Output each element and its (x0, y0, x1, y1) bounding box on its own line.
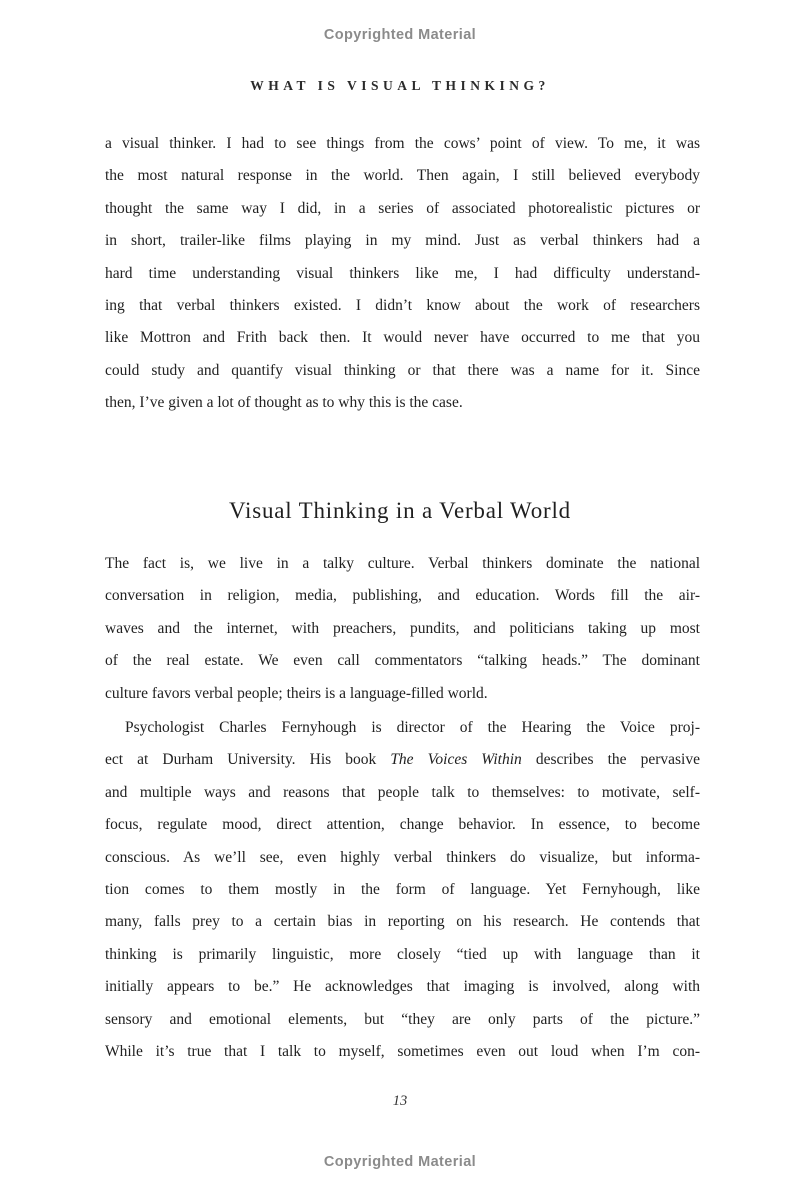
text-line: like Mottron and Frith back then. It would never have occurred to me that you (105, 329, 700, 347)
text-line: thought the same way I did, in a series of associated photorealistic pictures or (105, 199, 700, 217)
text-line: Psychologist Charles Fernyhough is director of the Hearing the Voice proj- (125, 719, 700, 736)
text-line: While it’s true that I talk to myself, sometimes even out loud when I’m con- (105, 1042, 700, 1060)
text-line: conversation in religion, media, publishing, and education. Words fill the air- (105, 587, 700, 605)
text-line: the most natural response in the world. Then again, I still believed everybody (105, 167, 700, 185)
text-line: waves and the internet, with preachers, pundits, and politicians taking up most (105, 619, 700, 637)
running-head: WHAT IS VISUAL THINKING? (250, 78, 550, 93)
paragraph-1 (105, 128, 700, 420)
text-line: could study and quantify visual thinking or that there was a name for it. Since (105, 361, 700, 379)
text-line: sensory and emotional elements, but “they are only parts of the picture.” (105, 1010, 700, 1028)
text-line: tion comes to them mostly in the form of language. Yet Fernyhough, like (105, 880, 700, 898)
section-heading: Visual Thinking in a Verbal World (229, 498, 571, 523)
text-line: in short, trailer-like films playing in my mind. Just as verbal thinkers had a (105, 232, 700, 250)
paragraph-2 (105, 548, 700, 710)
text-line: many, falls prey to a certain bias in reporting on his research. He contends that (105, 913, 700, 931)
text-line: focus, regulate mood, direct attention, change behavior. In essence, to become (105, 816, 700, 834)
text-line: The fact is, we live in a talky culture. Verbal thinkers dominate the national (105, 555, 700, 572)
text-line: thinking is primarily linguistic, more closely “tied up with language than it (105, 945, 700, 963)
text-line: ect at Durham University. His book The Voices Within describes the pervasive (105, 751, 700, 769)
paragraph-3 (105, 712, 700, 1068)
bottom-watermark: Copyrighted Material (323, 1154, 477, 1170)
text-line: conscious. As we’ll see, even highly verbal thinkers do visualize, but informa- (105, 848, 700, 866)
text-line: and multiple ways and reasons that people talk to themselves: to motivate, self- (105, 783, 700, 801)
page-number: 13 (392, 1093, 408, 1109)
text-line: initially appears to be.” He acknowledges that imaging is involved, along with (105, 978, 700, 996)
top-watermark: Copyrighted Material (323, 27, 477, 43)
text-line: of the real estate. We even call commentators “talking heads.” The dominant (105, 652, 700, 670)
text-line: hard time understanding visual thinkers like me, I had difficulty understand- (105, 264, 700, 282)
text-line: culture favors verbal people; theirs is a language-filled world. (105, 684, 488, 702)
text-line: a visual thinker. I had to see things from the cows’ point of view. To me, it was (105, 135, 700, 152)
text-line: ing that verbal thinkers existed. I didn’t know about the work of researchers (105, 296, 700, 314)
text-line: then, I’ve given a lot of thought as to why this is the case. (105, 394, 463, 412)
